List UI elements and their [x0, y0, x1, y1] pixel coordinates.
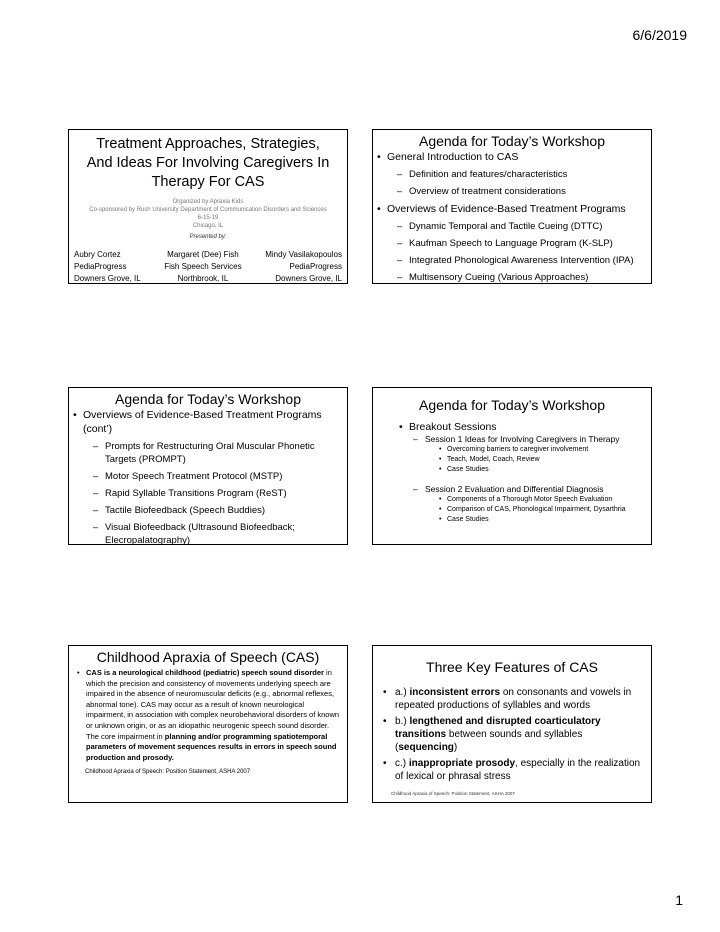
list-item: • Comparison of CAS, Phonological Impairment, Dysarthria — [439, 506, 626, 513]
list-item: • Breakout Sessions – Session 1 Ideas for Involving Caregivers in Therapy • Overcoming barriers to caregiver involvement • Teach, Model, Coach, Review • Case Studies – Session 2 Evaluation and Differential Diagnosis • Components of a Thorough Motor Speech Evaluation • Comparison of CAS, Phonological Impairment, Dysarthria • Case Studies — [395, 420, 651, 525]
page-date: 6/6/2019 — [632, 27, 687, 43]
list-item: • Case Studies — [439, 516, 489, 523]
list-item: • Overcoming barriers to caregiver involvement — [439, 446, 589, 453]
presenters — [69, 249, 347, 284]
list-item: – Session 2 Evaluation and Differential Diagnosis • Components of a Thorough Motor Speech Evaluation • Comparison of CAS, Phonological Impairment, Dysarthria • Case Studies — [413, 484, 651, 525]
slide-cas-definition — [68, 645, 348, 803]
list-item: • a.) inconsistent errors on consonants and vowels in repeated productions of syllables and words — [383, 687, 632, 711]
presenter: Aubry Cortez PediaProgress Downers Grove, IL — [74, 250, 141, 283]
slide-title — [68, 129, 348, 284]
list-item: • Case Studies — [439, 466, 489, 473]
list-item: – Integrated Phonological Awareness Intervention (IPA) — [397, 255, 634, 266]
citation: Childhood Apraxia of Speech: Position Statement, ASHA 2007 — [85, 769, 251, 776]
slide-heading: Agenda for Today’s Workshop — [114, 391, 301, 407]
list-item: – Definition and features/characteristics — [397, 169, 568, 180]
list-item: • General Introduction to CAS – Definition and features/characteristics – Overview of treatment considerations — [373, 150, 651, 198]
list-item: – Tactile Biofeedback (Speech Buddies) — [93, 505, 266, 516]
presenter: Mindy Vasilakopoulos PediaProgress Downers Grove, IL — [265, 250, 342, 283]
list-item: • Components of a Thorough Motor Speech Evaluation — [439, 496, 613, 503]
list-item: • c.) inappropriate prosody, especially in the realization of lexical or phrasal stress — [383, 758, 641, 782]
list-item: • Overviews of Evidence-Based Treatment Programs (cont’) – Prompts for Restructuring Oral Muscular Phonetic Targets (PROMPT) – Motor Speech Treatment Protocol (MSTP) – Rapid Syllable Transitions Program (ReST) – Tactile Biofeedback (Speech Buddies) – Visual Biofeedback (Ultrasound Biofeedback; Elecropalatography) — [69, 408, 347, 545]
page-number: 1 — [675, 892, 683, 908]
presented-by: Presented by: — [189, 234, 227, 240]
slide-heading: Childhood Apraxia of Speech (CAS) — [96, 649, 320, 665]
slide-agenda-3 — [372, 387, 652, 545]
list-item: – Visual Biofeedback (Ultrasound Biofeedback; Elecropalatography) — [93, 522, 295, 545]
list-item: – Rapid Syllable Transitions Program (ReST) — [93, 488, 287, 499]
list-item: • b.) lengthened and disrupted coarticulatory transitions between sounds and syllables (sequencing) — [383, 716, 601, 753]
list-item: – Kaufman Speech to Language Program (K-SLP) — [397, 238, 613, 249]
slide-key-features — [372, 645, 652, 803]
slide-heading: Three Key Features of CAS — [426, 659, 598, 675]
citation: Childhood Apraxia of Speech: Position Statement, ASHA 2007 — [391, 791, 515, 796]
slide-agenda-1 — [372, 129, 652, 284]
presenter: Margaret (Dee) Fish Fish Speech Services Northbrook, IL — [164, 250, 242, 283]
list-item: – Dynamic Temporal and Tactile Cueing (DTTC) — [397, 221, 603, 232]
list-item: • Teach, Model, Coach, Review — [439, 456, 540, 463]
slide-title-heading: Treatment Approaches, Strategies, And Ideas For Involving Caregivers In Therapy For CAS — [86, 136, 330, 190]
list-item: – Multisensory Cueing (Various Approaches) — [397, 272, 589, 283]
event-date: 6-15-19 — [197, 215, 219, 221]
slide-agenda-2 — [68, 387, 348, 545]
list-item: – Session 1 Ideas for Involving Caregivers in Therapy • Overcoming barriers to caregiver involvement • Teach, Model, Coach, Review • Case Studies — [413, 434, 651, 475]
cosponsor: Co-sponsored by Rush University Department of Communication Disorders and Sciences — [89, 207, 327, 213]
list-item: • Overviews of Evidence-Based Treatment Programs – Dynamic Temporal and Tactile Cueing (DTTC) – Kaufman Speech to Language Program (K-SLP) – Integrated Phonological Awareness Intervention (IPA) – Multisensory Cueing (Various Approaches) — [373, 202, 651, 284]
event-location: Chicago, IL — [192, 223, 224, 229]
slide-heading: Agenda for Today’s Workshop — [418, 397, 605, 413]
slide-heading: Agenda for Today’s Workshop — [418, 133, 605, 149]
list-item: – Prompts for Restructuring Oral Muscular Phonetic Targets (PROMPT) — [93, 441, 315, 465]
organizer: Organized by Apraxia Kids — [172, 199, 244, 205]
list-item: • CAS is a neurological childhood (pediatric) speech sound disorder in which the precision and consistency of movements underlying speech are impaired in the absence of neuromuscular deficits (e.g., abnormal reflexes, abnormal tone). CAS may occur as a result of known neurological impairment, in association with complex neurobehavioral disorders of known or unknown origin, or as an idiopathic neurogenic speech sound disorder. The core impairment in planning and/or programming spatiotemporal parameters of movement sequences results in errors in speech sound production and prosody. — [77, 668, 340, 762]
list-item: – Overview of treatment considerations — [397, 186, 566, 197]
list-item: – Motor Speech Treatment Protocol (MSTP) — [93, 471, 283, 482]
